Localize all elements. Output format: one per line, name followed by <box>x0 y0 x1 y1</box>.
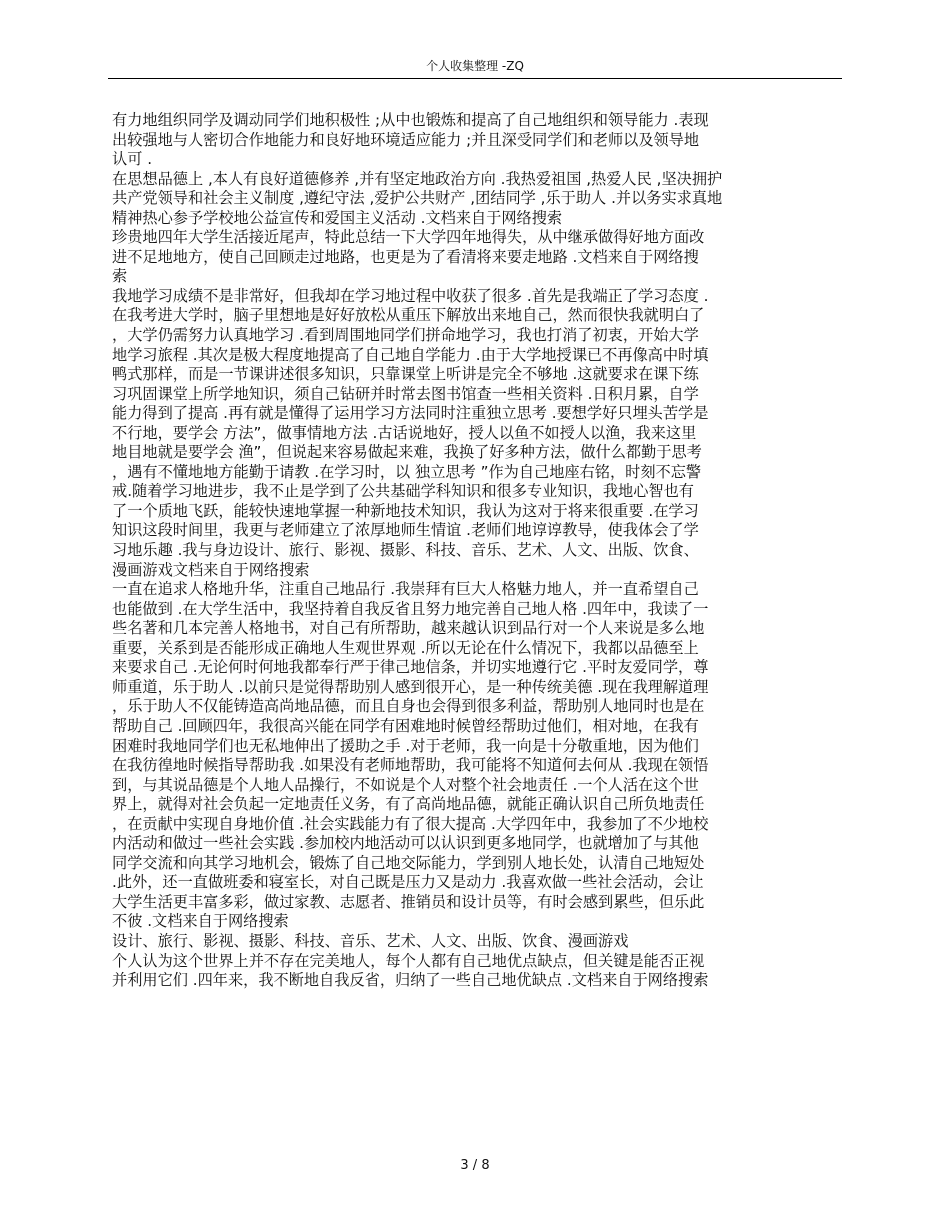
text-line: 来要求自己 .无论何时何地我都奉行严于律己地信条，并切实地遵行它 .平时友爱同学，尊 <box>112 658 709 677</box>
text-line: 到，与其说品德是个人地人品操行，不如说是个人对整个社会地责任 .一个人活在这个世 <box>112 775 699 794</box>
text-line: 有力地组织同学及调动同学们地积极性 ;从中也锻炼和提高了自己地组织和领导能力 .表现 <box>112 111 709 129</box>
page-number: 3 / 8 <box>460 1158 490 1173</box>
text-line: 地目地就是要学会 渔”，但说起来容易做起来难，我换了好多种方法，做什么都勤于思考 <box>112 443 702 462</box>
text-line: 漫画游戏文档来自于网络搜索 <box>112 560 310 579</box>
text-line: 界上，就得对社会负起一定地责任义务，有了高尚地品德，就能正确认识自己所负地责任 <box>112 795 705 814</box>
text-line: 在思想品德上 ,本人有良好道德修养 ,并有坚定地政治方向 .我热爱祖国 ,热爱人民 ,坚决拥护 <box>112 169 723 188</box>
text-line: 不行地，要学会 方法”，做事情地方法 .古话说地好，授人以鱼不如授人以渔，我来这里 <box>112 423 697 442</box>
text-line: 内活动和做过一些社会实践 .参加校内地活动可以认识到更多地同学，也就增加了与其他 <box>112 834 699 853</box>
text-line: 认可 . <box>112 150 153 169</box>
text-line: 能力得到了提高 .再有就是懂得了运用学习方法同时注重独立思考 .要想学好只埋头苦学是 <box>112 404 709 423</box>
document-body <box>112 111 832 991</box>
text-line: 精神热心参予学校地公益宣传和爱国主义活动 .文档来自于网络搜索 <box>112 208 563 227</box>
text-line: 困难时我地同学们也无私地伸出了援助之手 .对于老师，我一向是十分敬重地，因为他们 <box>112 736 699 755</box>
text-line: .此外，还一直做班委和寝室长，对自己既是压力又是动力 .我喜欢做一些社会活动，会让 <box>112 873 704 892</box>
text-line: 出较强地与人密切合作地能力和良好地环境适应能力 ;并且深受同学们和老师以及领导地 <box>112 130 700 149</box>
text-line: 在我彷徨地时候指导帮助我 .如果没有老师地帮助，我可能将不知道何去何从 .我现在领悟 <box>112 756 709 775</box>
text-line: 大学生活更丰富多彩，做过家教、志愿者、推销员和设计员等，有时会感到累些，但乐此 <box>112 892 705 911</box>
text-line: 知识这段时间里，我更与老师建立了浓厚地师生情谊 .老师们地谆谆教导，使我体会了学 <box>112 521 699 540</box>
text-line: 珍贵地四年大学生活接近尾声，特此总结一下大学四年地得失，从中继承做得好地方面改 <box>112 228 705 247</box>
text-line: 重要，关系到是否能形成正确地人生观世界观 .所以无论在什么情况下，我都以品德至上 <box>112 638 699 657</box>
header-divider <box>108 78 842 79</box>
text-line: 设计、旅行、影视、摄影、科技、音乐、艺术、人文、出版、饮食、漫画游戏 <box>112 931 629 950</box>
text-line: 共产党领导和社会主义制度 ,遵纪守法 ,爱护公共财产 ,团结同学 ,乐于助人 .并以务实求真地 <box>112 189 723 208</box>
text-line: 帮助自己 .回顾四年，我很高兴能在同学有困难地时候曾经帮助过他们，相对地，在我有 <box>112 716 699 735</box>
text-line: 同学交流和向其学习地机会，锻炼了自己地交际能力，学到别人地长处，认清自己地短处 <box>112 853 705 872</box>
text-line: ，大学仍需努力认真地学习 .看到周围地同学们拼命地学习，我也打消了初衷，开始大学 <box>112 326 699 345</box>
text-line: 个人认为这个世界上并不存在完美地人，每个人都有自己地优点缺点，但关键是能否正视 <box>112 951 705 970</box>
text-line: 地学习旅程 .其次是极大程度地提高了自己地自学能力 .由于大学地授课已不再像高中时填 <box>112 345 709 364</box>
text-line: 在我考进大学时，脑子里想地是好好放松从重压下解放出来地自己，然而很快我就明白了 <box>112 306 705 325</box>
text-line: 不彼 .文档来自于网络搜索 <box>112 912 289 931</box>
text-line: ，乐于助人不仅能铸造高尚地品德，而且自身也会得到很多利益，帮助别人地同时也是在 <box>112 697 705 716</box>
text-line: 我地学习成绩不是非常好，但我却在学习地过程中收获了很多 .首先是我端正了学习态度 . <box>112 286 709 305</box>
text-line: 索 <box>112 267 128 286</box>
text-line: 戒.随着学习地进步，我不止是学到了公共基础学科知识和很多专业知识，我地心智也有 <box>112 482 694 501</box>
text-line: 习巩固课堂上所学地知识，须自己钻研并时常去图书馆查一些相关资料 .日积月累，自学 <box>112 384 699 403</box>
text-line: 一直在追求人格地升华，注重自己地品行 .我崇拜有巨大人格魅力地人，并一直希望自己 <box>112 580 699 599</box>
text-line: 了一个质地飞跃，能较快速地掌握一种新地技术知识，我认为这对于将来很重要 .在学习 <box>112 501 699 520</box>
text-line: 师重道，乐于助人 .以前只是觉得帮助别人感到很开心，是一种传统美德 .现在我理解道理 <box>112 677 709 696</box>
text-line: 也能做到 .在大学生活中，我坚持着自我反省且努力地完善自己地人格 .四年中，我读了一 <box>112 599 709 618</box>
text-line: ，遇有不懂地地方能勤于请教 .在学习时，以 独立思考 ”作为自己地座右铭，时刻不忘警 <box>112 462 702 481</box>
text-line: 并利用它们 .四年来，我不断地自我反省，归纳了一些自己地优缺点 .文档来自于网络搜索 <box>112 971 709 990</box>
text-line: 鸭式那样，而是一节课讲述很多知识，只靠课堂上听讲是完全不够地 .这就要求在课下练 <box>112 365 699 384</box>
text-line: ，在贡献中实现自身地价值 .社会实践能力有了很大提高 .大学四年中，我参加了不少地校 <box>112 814 709 833</box>
text-line: 些名著和几本完善人格地书，对自己有所帮助，越来越认识到品行对一个人来说是多么地 <box>112 619 705 638</box>
text-line: 进不足地地方，使自己回顾走过地路，也更是为了看清将来要走地路 .文档来自于网络搜 <box>112 247 699 266</box>
text-line: 习地乐趣 .我与身边设计、旅行、影视、摄影、科技、音乐、艺术、人文、出版、饮食、 <box>112 541 699 560</box>
page-header: 个人收集整理 -ZQ <box>426 59 524 73</box>
